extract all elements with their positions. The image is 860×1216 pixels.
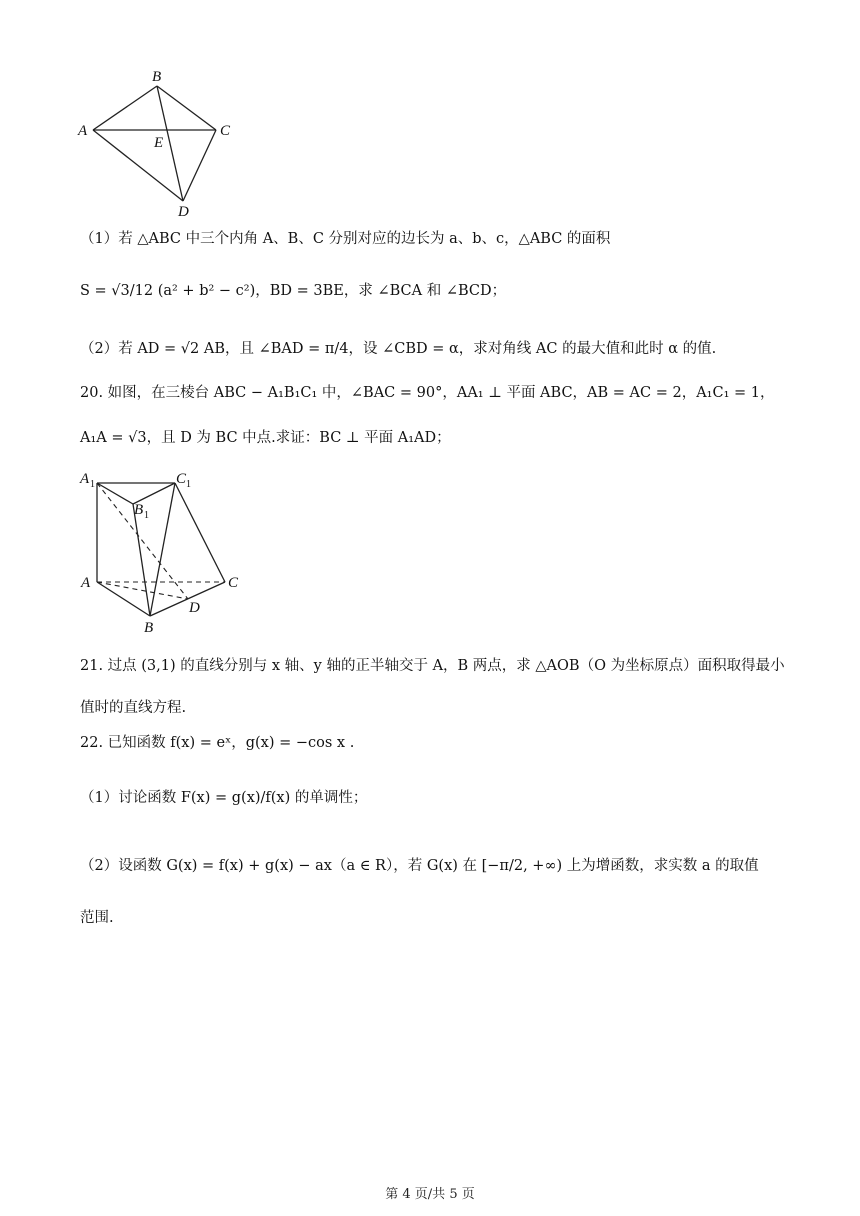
vertex-label-c: C	[220, 123, 231, 139]
vertex-label-a: A	[81, 575, 91, 591]
subscript-b1: 1	[144, 510, 149, 521]
q19-part2: （2）若 AD = √2 AB，且 ∠BAD = π/4，设 ∠CBD = α，求对角线 AC 的最大值和此时 α 的值.	[80, 341, 717, 357]
vertex-label-c: C	[228, 575, 239, 591]
subscript-c1: 1	[186, 479, 191, 490]
q22-part2-line2: 范围.	[80, 910, 114, 926]
vertex-label-e: E	[154, 135, 164, 151]
quadrilateral-figure	[70, 65, 250, 225]
vertex-label-b: B	[144, 620, 154, 636]
q21-line2: 值时的直线方程.	[80, 700, 187, 716]
q19-part1-line2: S = √3/12 (a² + b² − c²)，BD = 3BE，求 ∠BCA 和 ∠BCD；	[80, 283, 507, 299]
q22-part2-line1: （2）设函数 G(x) = f(x) + g(x) − ax（a ∈ R），若 G(x) 在 [−π/2, +∞) 上为增函数，求实数 a 的取值	[80, 858, 759, 874]
q20-line1: 20. 如图，在三棱台 ABC − A₁B₁C₁ 中，∠BAC = 90°，AA₁ ⊥ 平面 ABC，AB = AC = 2，A₁C₁ = 1，	[80, 385, 775, 401]
vertex-label-d: D	[189, 600, 200, 616]
vertex-label-b1: B	[134, 502, 144, 518]
q19-part1-line1: （1）若 △ABC 中三个内角 A、B、C 分别对应的边长为 a、b、c，△ABC 的面积	[80, 231, 611, 247]
vertex-label-c1: C	[176, 471, 187, 487]
q20-line2: A₁A = √3，且 D 为 BC 中点.求证：BC ⊥ 平面 A₁AD；	[80, 430, 451, 446]
vertex-label-a: A	[78, 123, 88, 139]
q22-line1: 22. 已知函数 f(x) = eˣ，g(x) = −cos x .	[80, 735, 355, 751]
vertex-label-a1: A	[80, 471, 90, 487]
q21-line1: 21. 过点 (3,1) 的直线分别与 x 轴、y 轴的正半轴交于 A，B 两点，求 △AOB（O 为坐标原点）面积取得最小	[80, 658, 785, 674]
vertex-label-d: D	[178, 204, 189, 220]
page-footer: 第 4 页/共 5 页	[385, 1187, 475, 1202]
subscript-a1: 1	[90, 479, 95, 490]
q22-part1: （1）讨论函数 F(x) = g(x)/f(x) 的单调性；	[80, 790, 368, 806]
frustum-figure	[70, 466, 250, 636]
vertex-label-b: B	[152, 69, 162, 85]
